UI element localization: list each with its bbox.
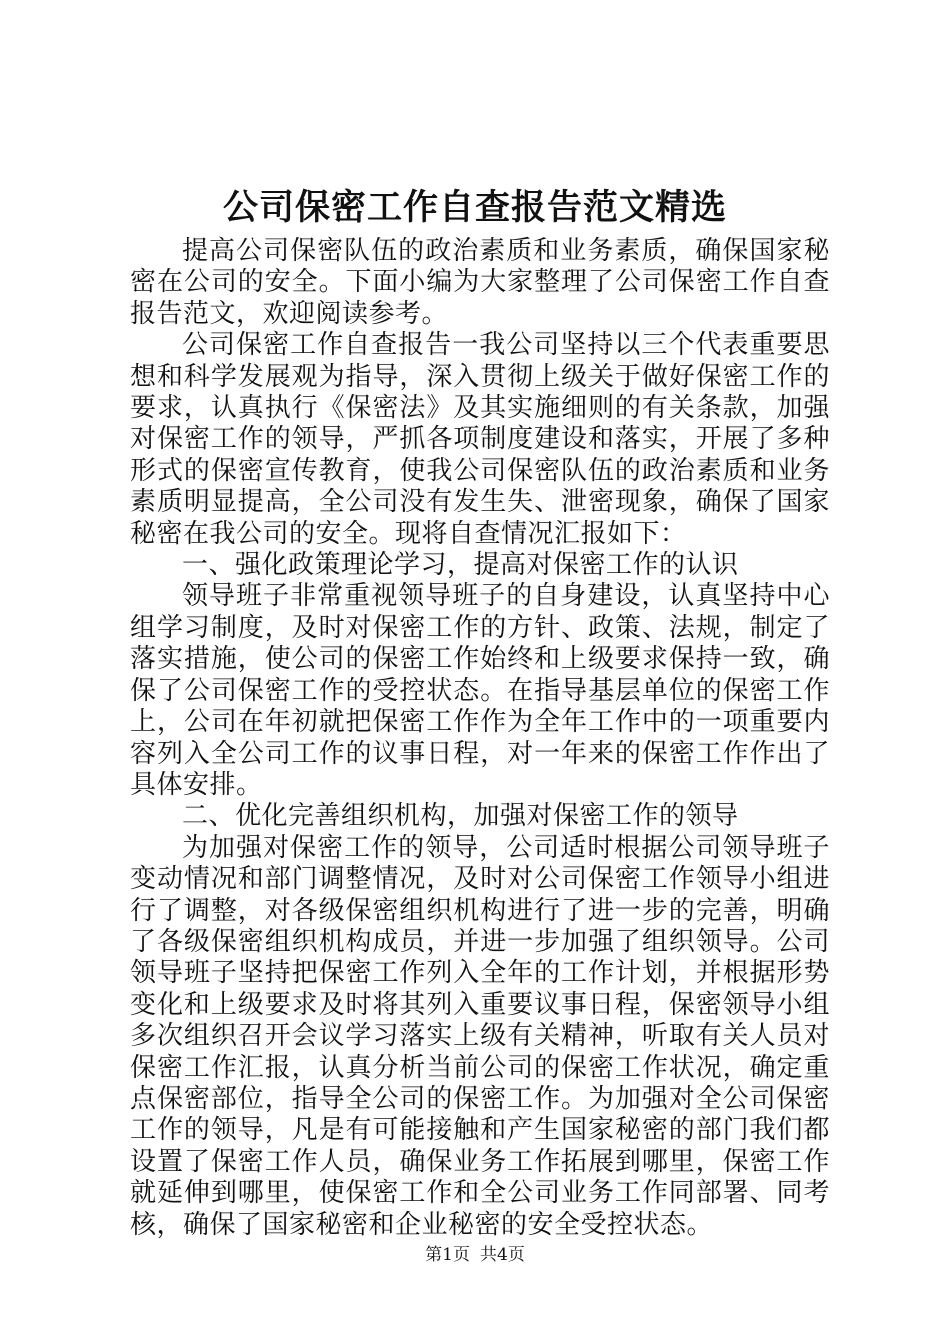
- page-footer: [0, 1244, 950, 1266]
- page-total: 共4页: [480, 1245, 525, 1265]
- page-number: 第1页: [425, 1245, 470, 1265]
- paragraph-section-1: 领导班子非常重视领导班子的自身建设，认真坚持中心组学习制度，及时对保密工作的方针、政策、法规，制定了落实措施，使公司的保密工作始终和上级要求保持一致，确保了公司保密工作的受控状态。在指导基层单位的保密工作上，公司在年初就把保密工作作为全年工作中的一项重要内容列入全公司工作的议事日程，对一年来的保密工作作出了具体安排。: [130, 581, 830, 800]
- paragraph-intro: 提高公司保密队伍的政治素质和业务素质，确保国家秘密在公司的安全。下面小编为大家整理了公司保密工作自查报告范文，欢迎阅读参考。: [130, 236, 830, 329]
- section-heading-2: 二、优化完善组织机构，加强对保密工作的领导: [182, 801, 739, 832]
- document-title: 公司保密工作自查报告范文精选: [222, 187, 727, 228]
- section-heading-1: 一、强化政策理论学习，提高对保密工作的认识: [182, 550, 739, 581]
- paragraph-report-opening: 公司保密工作自查报告一我公司坚持以三个代表重要思想和科学发展观为指导，深入贯彻上级关于做好保密工作的要求，认真执行《保密法》及其实施细则的有关条款，加强对保密工作的领导，严抓各项制度建设和落实，开展了多种形式的保密宣传教育，使我公司保密队伍的政治素质和业务素质明显提高，全公司没有发生失、泄密现象，确保了国家秘密在我公司的安全。现将自查情况汇报如下：: [130, 330, 830, 549]
- paragraph-section-2: 为加强对保密工作的领导，公司适时根据公司领导班子变动情况和部门调整情况，及时对公司保密工作领导小组进行了调整，对各级保密组织机构进行了进一步的完善，明确了各级保密组织机构成员，并进一步加强了组织领导。公司领导班子坚持把保密工作列入全年的工作计划，并根据形势变化和上级要求及时将其列入重要议事日程，保密领导小组多次组织召开会议学习落实上级有关精神，听取有关人员对保密工作汇报，认真分析当前公司的保密工作状况，确定重点保密部位，指导全公司的保密工作。为加强对全公司保密工作的领导，凡是有可能接触和产生国家秘密的部门我们都设置了保密工作人员，确保业务工作拓展到哪里，保密工作就延伸到哪里，使保密工作和全公司业务工作同部署、同考核，确保了国家秘密和企业秘密的安全受控状态。: [130, 832, 830, 1240]
- document-body: [130, 236, 830, 1241]
